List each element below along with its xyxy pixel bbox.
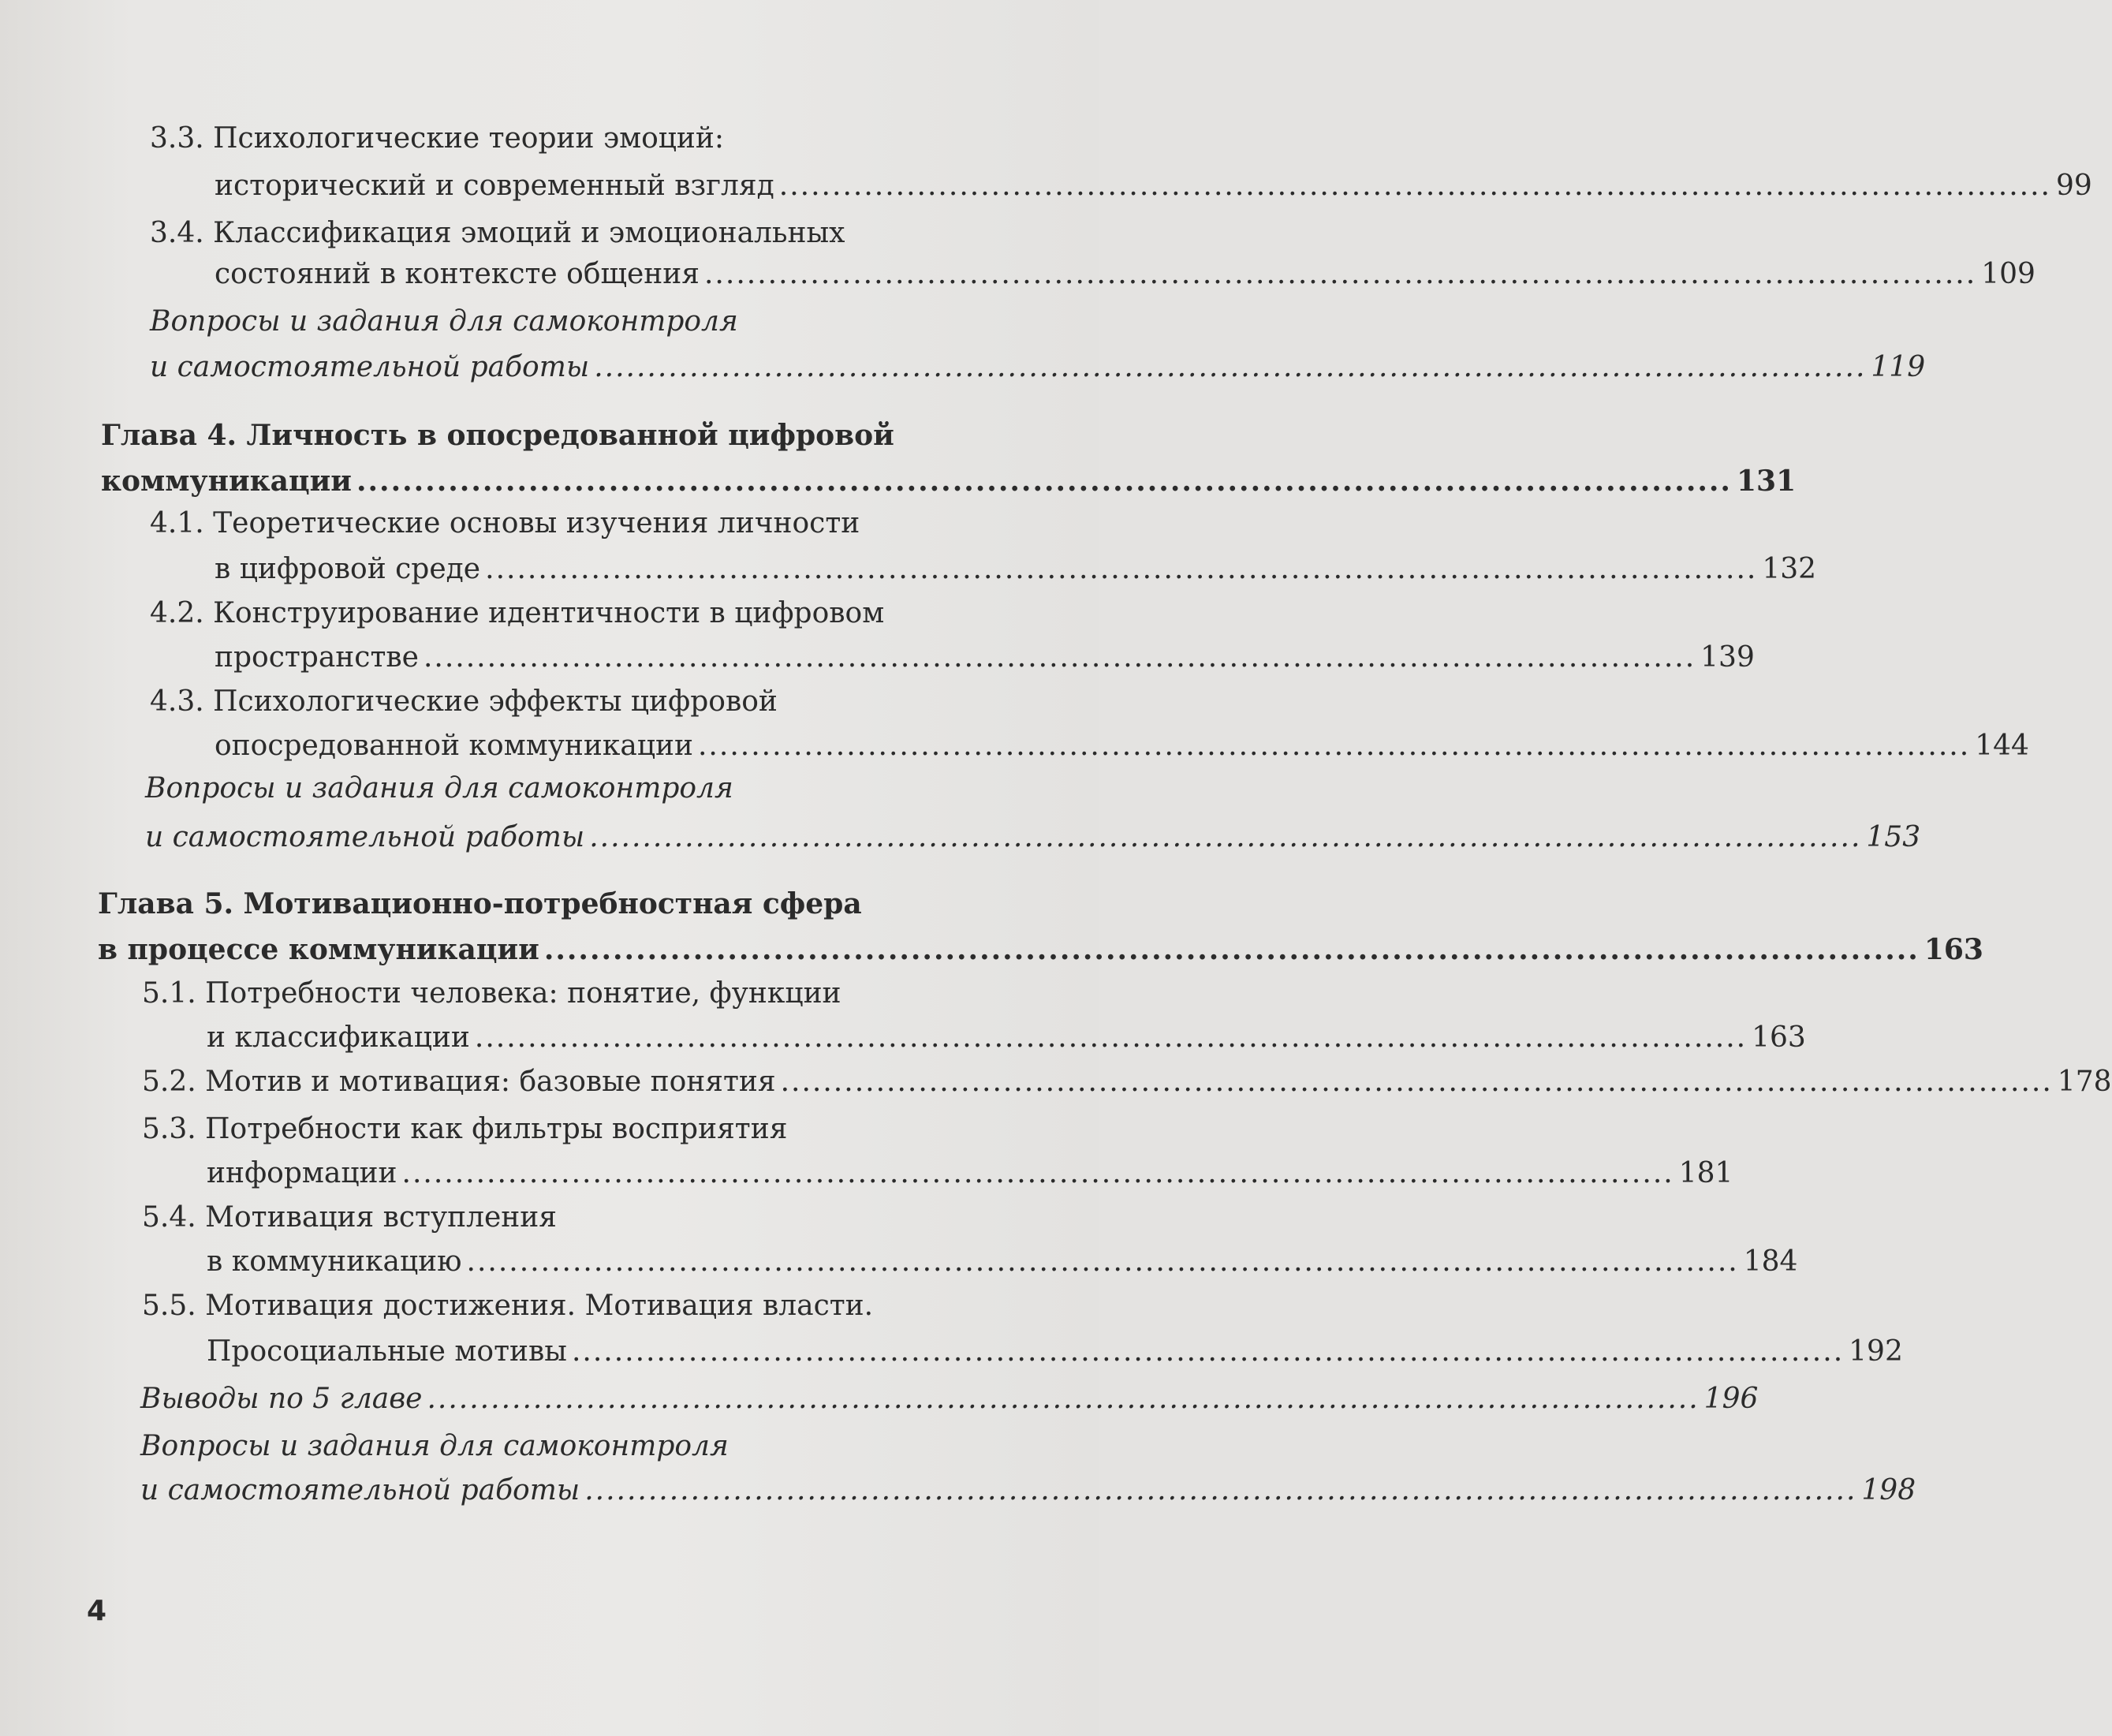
toc-entry-text: пространстве [215,641,419,674]
toc-page-number: 139 [1700,641,1755,674]
toc-entry-questions-4 [145,770,733,808]
dot-leader: ........................................................................................................................ [543,933,1920,966]
toc-chapter-4-cont [101,462,1797,500]
toc-page-number: 178 [2057,1066,2112,1098]
toc-page-number: 184 [1743,1245,1798,1278]
dot-leader: ........................................................................................................................ [703,258,1977,290]
toc-entry-5-4-cont [207,1243,1798,1281]
toc-entry-text: Вопросы и задания для самоконтроля [145,772,733,805]
toc-entry-text: в коммуникацию [207,1245,462,1278]
toc-entry-4-3 [150,683,778,721]
toc-entry-conclusions-5 [140,1380,1759,1418]
toc-entry-text: Просоциальные мотивы [207,1335,567,1368]
page-number: 4 [87,1595,107,1627]
toc-chapter-5 [98,885,862,923]
toc-entry-3-3-cont [215,167,2092,205]
toc-entry-text: Глава 5. Мотивационно-потребностная сфера [98,887,862,920]
dot-leader: ........................................................................................................................ [778,170,2051,202]
toc-entry-4-2 [150,595,884,633]
dot-leader: ........................................................................................................................ [589,821,1862,853]
toc-entry-questions-5-cont [140,1472,1916,1510]
toc-entry-5-5 [142,1287,873,1325]
toc-entry-text: 5.2. Мотив и мотивация: базовые понятия [142,1066,776,1098]
toc-entry-3-3 [150,120,724,158]
toc-entry-text: Вопросы и задания для самоконтроля [140,1430,729,1462]
toc-entry-text: в цифровой среде [215,553,481,585]
dot-leader: ........................................................................................................................ [594,351,1867,383]
toc-entry-questions-5 [140,1428,729,1465]
toc-entry-text: и самостоятельной работы [145,821,585,853]
toc-page-number: 99 [2055,170,2092,202]
toc-entry-questions-4-cont [145,819,1921,857]
dot-leader: ........................................................................................................................ [356,465,1732,498]
toc-page-number: 163 [1752,1021,1806,1054]
toc-entry-5-4 [142,1199,557,1237]
toc-entry-text: коммуникации [101,465,352,498]
toc-page-number: 119 [1871,351,1926,383]
toc-entry-5-3 [142,1111,787,1148]
toc-entry-questions-3 [150,303,738,341]
toc-entry-5-1-cont [207,1019,1806,1057]
toc-chapter-5-cont [98,931,1983,969]
toc-page-number: 131 [1736,465,1797,498]
toc-entry-text: 5.5. Мотивация достижения. Мотивация власти. [142,1290,874,1322]
dot-leader: ........................................................................................................................ [423,641,1696,674]
dot-leader: ........................................................................................................................ [697,730,1971,762]
toc-entry-5-3-cont [207,1155,1733,1193]
dot-leader: ........................................................................................................................ [474,1021,1748,1054]
toc-entry-text: 5.4. Мотивация вступления [142,1201,558,1234]
toc-entry-questions-3-cont [150,349,1926,386]
toc-entry-text: 5.1. Потребности человека: понятие, функции [142,977,841,1010]
toc-page-number: 181 [1678,1157,1733,1189]
toc-entry-text: 4.2. Конструирование идентичности в цифровом [150,597,885,629]
toc-entry-4-2-cont [215,639,1755,677]
toc-entry-4-3-cont [215,727,2029,765]
toc-entry-text: 4.1. Теоретические основы изучения личности [150,507,860,539]
toc-entry-text: 5.3. Потребности как фильтры восприятия [142,1113,788,1145]
toc-entry-text: и самостоятельной работы [150,351,590,383]
toc-page-number: 109 [1981,258,2036,290]
toc-entry-text: опосредованной коммуникации [215,730,693,762]
dot-leader: ........................................................................................................................ [571,1335,1845,1368]
toc-page-number: 163 [1924,933,1983,966]
toc-page-number: 198 [1861,1474,1916,1506]
toc-entry-text: и самостоятельной работы [140,1474,580,1506]
dot-leader: ........................................................................................................................ [485,553,1758,585]
toc-entry-3-4-cont [215,256,2036,293]
toc-entry-4-1-cont [215,551,1817,588]
toc-entry-text: 4.3. Психологические эффекты цифровой [150,685,778,718]
toc-chapter-4 [101,416,894,454]
toc-entry-3-4 [150,215,845,252]
dot-leader: ........................................................................................................................ [427,1383,1700,1415]
toc-entry-text: в процессе коммуникации [98,933,539,966]
toc-entry-text: Выводы по 5 главе [140,1383,423,1415]
dot-leader: ........................................................................................................................ [584,1474,1857,1506]
toc-entry-5-5-cont [207,1333,1903,1371]
toc-entry-text: и классификации [207,1021,470,1054]
dot-leader: ........................................................................................................................ [401,1157,1674,1189]
toc-entry-text: состояний в контексте общения [215,258,700,290]
toc-entry-text: Вопросы и задания для самоконтроля [150,305,738,338]
toc-entry-5-1 [142,975,841,1013]
dot-leader: ........................................................................................................................ [466,1245,1739,1278]
toc-page-number: 192 [1849,1335,1903,1368]
toc-entry-4-1 [150,505,860,543]
toc-entry-text: исторический и современный взгляд [215,170,774,202]
toc-entry-text: Глава 4. Личность в опосредованной цифровой [101,419,894,452]
toc-entry-text: информации [207,1157,397,1189]
toc-entry-text: 3.4. Классификация эмоций и эмоциональных [150,217,845,249]
dot-leader: ........................................................................................................................ [780,1066,2053,1098]
toc-page-number: 132 [1762,553,1817,585]
toc-entry-5-2 [142,1063,2112,1101]
toc-entry-text: 3.3. Психологические теории эмоций: [150,122,725,155]
toc-page-number: 144 [1975,730,2029,762]
toc-page-number: 196 [1703,1383,1759,1415]
toc-page-number: 153 [1866,821,1921,853]
